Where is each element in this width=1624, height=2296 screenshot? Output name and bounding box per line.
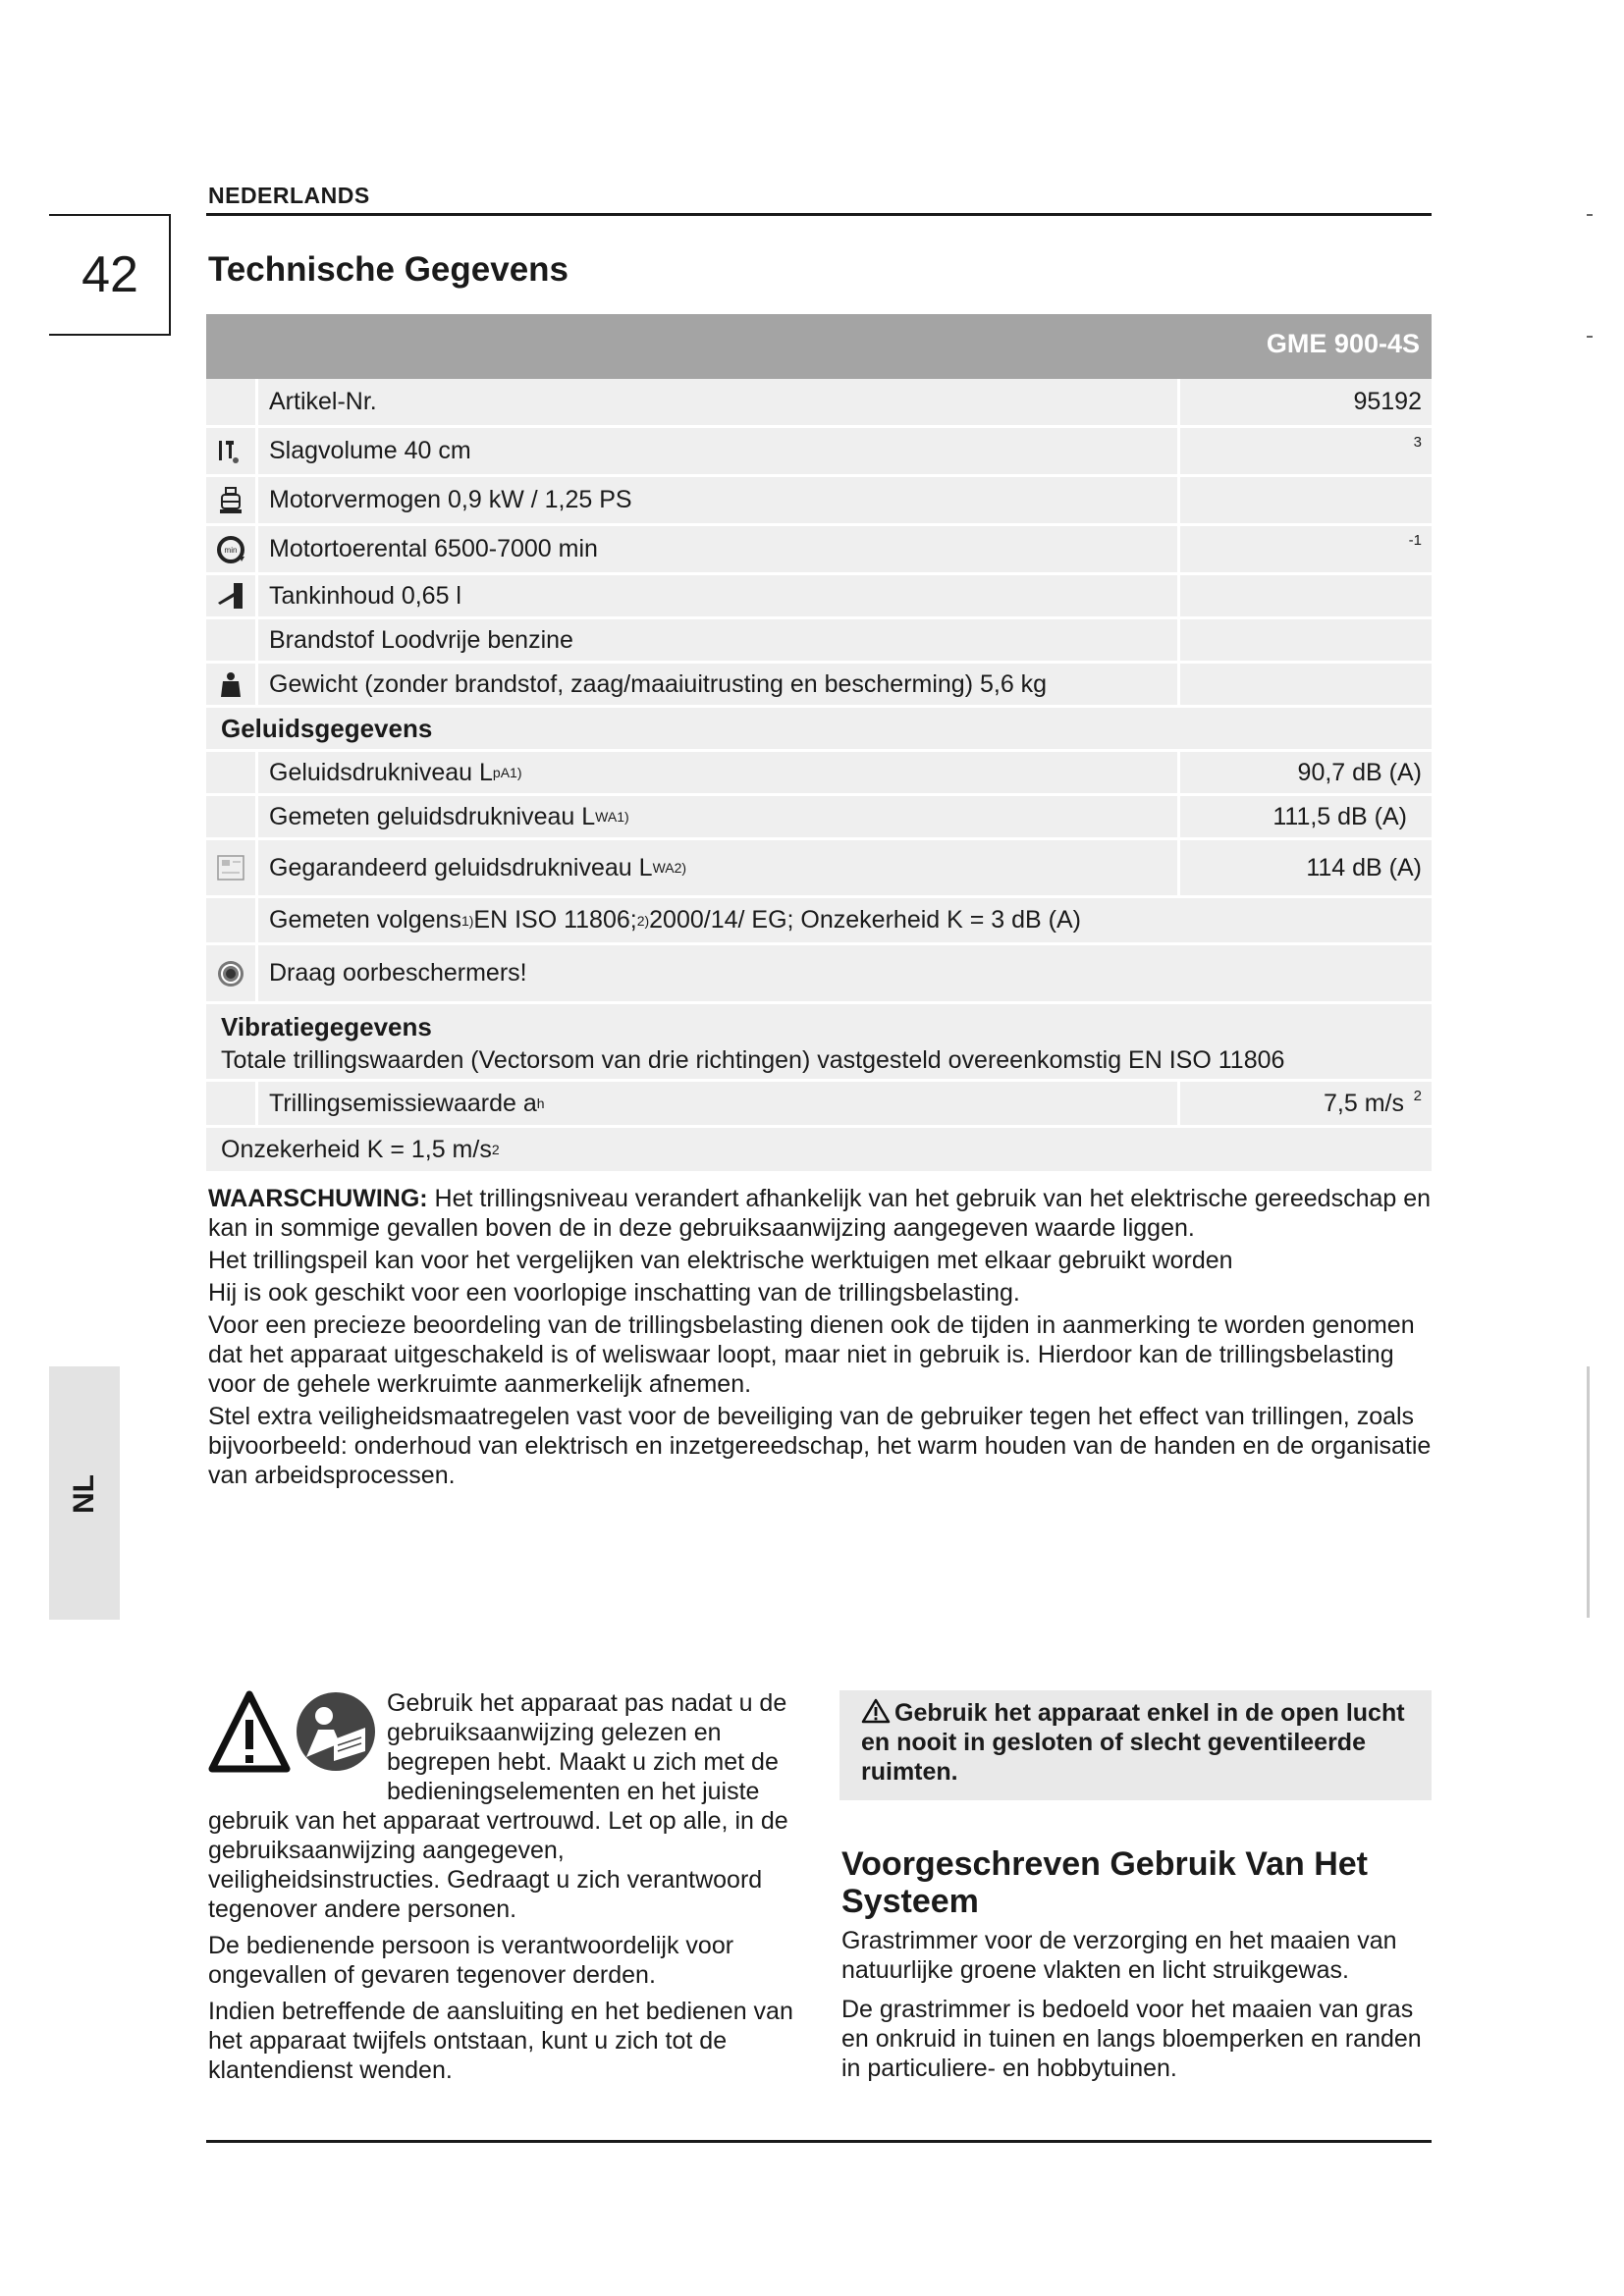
paragraph: Het trillingspeil kan voor het vergelijken van elektrische werktuigen met elkaar gebruikt worden — [208, 1247, 1233, 1274]
article-number: 95192 — [1353, 388, 1422, 415]
table-row — [206, 945, 1432, 1004]
weight-icon — [206, 664, 258, 705]
row-label — [258, 752, 1180, 793]
table-row — [206, 796, 1432, 840]
warning-icons — [208, 1688, 387, 1779]
row-label: Artikel-Nr. — [258, 379, 1180, 425]
table-row — [206, 379, 1432, 428]
measured-footnote-2: 2) — [636, 912, 650, 929]
empty-icon-cell — [206, 752, 258, 793]
table-row — [206, 619, 1432, 664]
empty-icon-cell — [206, 379, 258, 425]
paragraph: Grastrimmer voor de verzorging en het maaien van natuurlijke groene vlakten en licht struikgewas. — [841, 1927, 1397, 1984]
row-label: Gewicht (zonder brandstof, zaag/maaiuitrusting en bescherming) 5,6 kg — [258, 664, 1180, 705]
footer-rule — [206, 2140, 1432, 2143]
row-label: Motortoerental 6500-7000 min — [258, 526, 1180, 572]
rpm-gauge-icon — [206, 526, 258, 572]
row-label: Tankinhoud 0,65 l — [258, 575, 1180, 616]
paragraph: De bedienende persoon is verantwoordelijk voor ongevallen of gevaren tegenover derden. — [208, 1932, 734, 1989]
empty-icon-cell — [206, 898, 258, 942]
row-value — [1180, 664, 1432, 705]
row-value — [1180, 1082, 1432, 1125]
row-label: Slagvolume 40 cm — [258, 428, 1180, 474]
row-label — [258, 840, 1180, 895]
vibration-title: Vibratiegegevens — [221, 1012, 432, 1041]
paragraph: Indien betreffende de aansluiting en het bedienen van het apparaat twijfels ontstaan, kunt u zich tot de klantendienst wenden. — [208, 1998, 793, 2084]
stroke-volume-icon — [206, 428, 258, 474]
noise-label: Geluidsdrukniveau L — [269, 758, 493, 786]
page-title: Technische Gegevens — [208, 250, 569, 289]
noise-label: Gemeten geluidsdrukniveau L — [269, 802, 596, 830]
row-value — [1180, 379, 1432, 425]
measured-directive: 2000/14/ EG; Onzekerheid K = 3 dB (A) — [649, 906, 1081, 934]
noise-footnote: 1) — [617, 809, 629, 825]
noise-section-title: Geluidsgegevens — [221, 713, 433, 743]
noise-footnote: 1) — [510, 765, 522, 780]
row-value: 114 dB (A) — [1306, 853, 1422, 881]
paragraph: Gebruik het apparaat pas nadat u de gebruiksaanwijzing gelezen en begrepen hebt. Maakt u zich met de bedieningselementen en het juiste gebruik van het apparaat vertrouwd. Let op alle, in de gebruiksaanwijzing aangegeven, veiligheidsinstructies. Gedraagt u zich verantwoord tegenover andere personen. — [208, 1689, 788, 1923]
table-row — [206, 477, 1432, 526]
row-label: Brandstof Loodvrije benzine — [258, 619, 1180, 661]
noise-label: Gegarandeerd geluidsdrukniveau L — [269, 853, 653, 881]
row-value — [1180, 428, 1432, 474]
row-value — [1180, 619, 1432, 661]
noise-subscript: WA — [595, 809, 618, 825]
header-rule — [206, 213, 1432, 216]
row-value: 111,5 dB (A) — [1272, 802, 1407, 830]
ear-protection-text: Draag oorbeschermers! — [269, 959, 527, 987]
uncertainty-superscript: 2 — [491, 1142, 500, 1157]
page-number: 42 — [81, 246, 138, 303]
empty-icon-cell — [206, 619, 258, 661]
vibration-subscript: h — [536, 1095, 545, 1111]
row-value — [1180, 526, 1432, 572]
measured-standard: EN ISO 11806; — [473, 906, 637, 934]
crop-mark — [1587, 214, 1593, 216]
paragraph: Stel extra veiligheidsmaatregelen vast voor de beveiliging van de gebruiker tegen het effect van trillingen, zoals bijvoorbeeld: onderhoud van elektrisch en inzetgereedschap, het warm houden van de handen en de organisatie van arbeidsprocessen. — [208, 1403, 1432, 1489]
vibration-description: Totale trillingswaarden (Vectorsom van drie richtingen) vastgesteld overeenkomstig EN ISO 11806 — [221, 1046, 1285, 1074]
row-label — [258, 796, 1180, 837]
language-header: NEDERLANDS — [208, 183, 370, 208]
empty-icon-cell — [206, 796, 258, 837]
noise-footnote: 2) — [674, 860, 687, 876]
svg-text:min: min — [224, 545, 238, 555]
noise-subscript: pA — [492, 765, 511, 780]
warning-triangle-icon — [212, 1694, 287, 1769]
table-row — [206, 708, 1432, 752]
warning-label: WAARSCHUWING: — [208, 1185, 428, 1212]
paragraph: Hij is ook geschikt voor een voorlopige inschatting van de trillingsbelasting. — [208, 1279, 1020, 1307]
noise-label-icon — [206, 840, 258, 895]
paragraph: De grastrimmer is bedoeld voor het maaien van gras en onkruid in tuinen en langs bloemperken en randen in particuliere- en hobbytuinen. — [841, 1996, 1422, 2082]
ear-protection-icon — [206, 945, 258, 1001]
measured-note — [258, 898, 1432, 942]
table-row — [206, 1082, 1432, 1128]
table-row — [206, 752, 1432, 796]
crop-mark — [1587, 336, 1593, 338]
noise-subscript: WA — [652, 860, 675, 876]
table-header — [206, 314, 1432, 379]
row-value — [1180, 575, 1432, 616]
measured-prefix: Gemeten volgens — [269, 906, 461, 934]
table-row — [206, 575, 1432, 619]
read-manual-icon — [297, 1692, 375, 1771]
row-value: 90,7 dB (A) — [1297, 758, 1422, 786]
table-row — [206, 898, 1432, 945]
margin-mark — [1587, 1366, 1590, 1618]
model-name: GME 900-4S — [1266, 329, 1420, 358]
unit-superscript: -1 — [1408, 532, 1422, 549]
row-label — [258, 1082, 1180, 1125]
vibration-value: 7,5 m/s — [1324, 1089, 1404, 1117]
warning-triangle-icon — [861, 1698, 891, 1724]
section-title: Voorgeschreven Gebruik Van Het Systeem — [841, 1845, 1368, 1920]
row-value — [1180, 477, 1432, 523]
row-label: Motorvermogen 0,9 kW / 1,25 PS — [258, 477, 1180, 523]
right-column — [841, 1926, 1431, 2093]
uncertainty-value: Onzekerheid K = 1,5 m/s — [221, 1135, 492, 1163]
outdoor-use-notice — [839, 1690, 1432, 1800]
table-row — [206, 664, 1432, 708]
uncertainty-text — [206, 1128, 1432, 1171]
measured-footnote-1: 1) — [460, 912, 474, 929]
paragraph — [208, 1184, 1435, 1243]
fuel-can-icon — [206, 575, 258, 616]
table-row — [206, 1128, 1432, 1171]
vibration-label: Trillingsemissiewaarde a — [269, 1089, 537, 1117]
table-row — [206, 428, 1432, 477]
notice-text: Gebruik het apparaat enkel in de open lucht en nooit in gesloten of slecht geventileerde ruimten. — [861, 1699, 1405, 1786]
spec-table — [206, 314, 1432, 1171]
paragraph: Voor een precieze beoordeling van de trillingsbelasting dienen ook de tijden in aanmerking te worden genomen dat het apparaat uitgeschakeld is of weliswaar loopt, maar niet in gebruik is. Hierdoor kan de trillingsbelasting voor de gehele werkruimte aanmerkelijk afnemen. — [208, 1311, 1415, 1398]
empty-icon-cell — [206, 1082, 258, 1125]
engine-icon — [206, 477, 258, 523]
table-row — [206, 526, 1432, 575]
vibration-superscript: 2 — [1413, 1088, 1422, 1104]
left-column — [208, 1688, 797, 2092]
unit-superscript: 3 — [1413, 434, 1422, 451]
warning-sentence: Het trillingsniveau verandert afhankelijk van het gebruik van het elektrische gereedschap en kan in sommige gevallen boven de in deze gebruiksaanwijzing aangegeven waarde liggen. — [208, 1185, 1432, 1242]
side-tab-text: NL — [68, 1474, 100, 1514]
vibration-block — [206, 1004, 1432, 1082]
side-tab-label — [49, 1465, 120, 1523]
table-row — [206, 840, 1432, 898]
warning-text — [208, 1184, 1435, 1493]
